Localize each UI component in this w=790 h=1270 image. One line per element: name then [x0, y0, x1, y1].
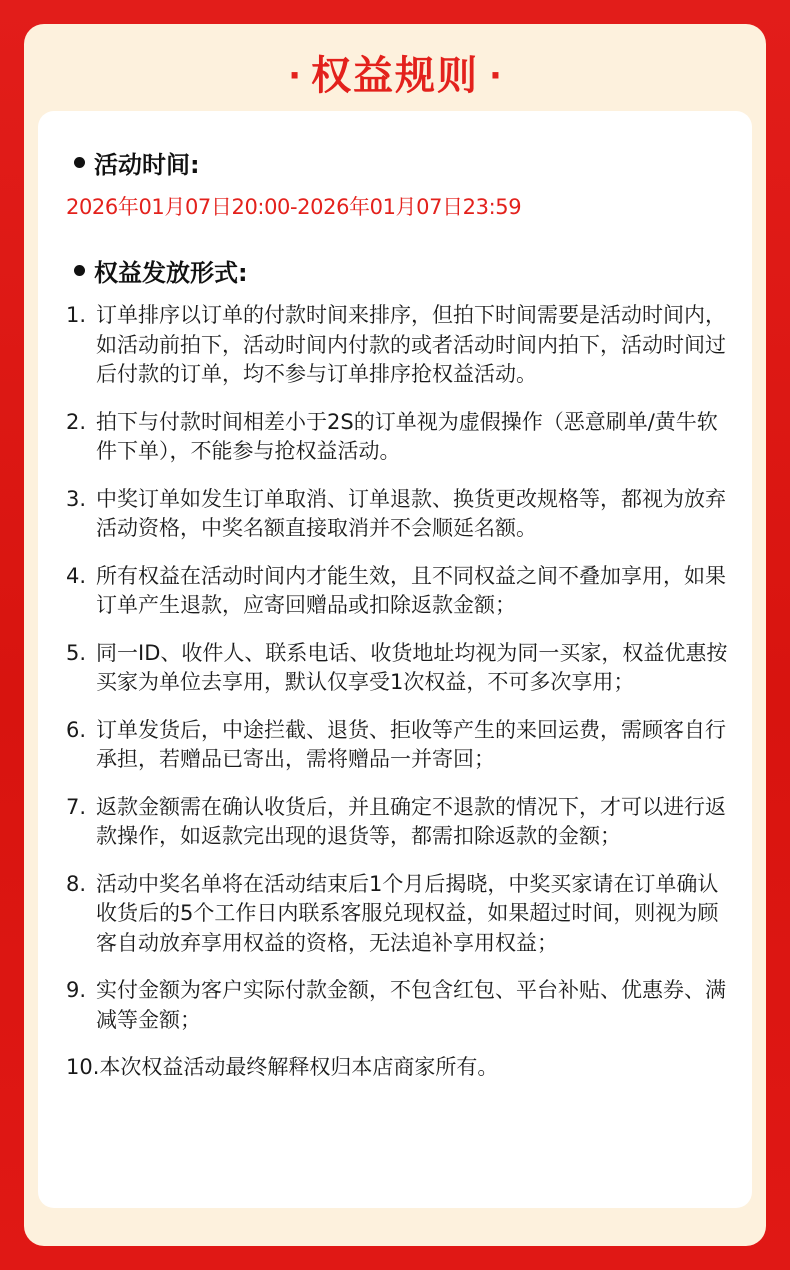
rule-text: 所有权益在活动时间内才能生效，且不同权益之间不叠加享用，如果订单产生退款，应寄回赠品或扣除返款金额； — [96, 563, 726, 617]
section-spacer — [66, 223, 728, 251]
distribution-heading-text: 权益发放形式: — [94, 258, 248, 287]
rule-number: 9. — [66, 978, 87, 1002]
rule-number: 8. — [66, 871, 87, 896]
rule-item — [66, 716, 728, 775]
rule-number: 2. — [66, 409, 87, 434]
rule-item — [66, 301, 728, 390]
rule-number: 10. — [66, 1055, 100, 1079]
rule-item — [66, 485, 728, 544]
rule-item — [66, 408, 728, 467]
activity-time-heading-text: 活动时间: — [94, 150, 200, 179]
distribution-heading — [66, 251, 728, 289]
bullet-icon — [74, 157, 85, 168]
rule-item — [66, 976, 728, 1035]
rule-text: 返款金额需在确认收货后，并且确定不退款的情况下，才可以进行返款操作，如返款完出现的退货等，都需扣除返款的金额； — [96, 794, 726, 848]
bullet-icon — [74, 265, 85, 276]
rule-item — [66, 639, 728, 698]
rule-text: 订单发货后，中途拦截、退货、拒收等产生的来回运费，需顾客自行承担，若赠品已寄出，需将赠品一并寄回； — [96, 717, 726, 771]
rule-text: 活动中奖名单将在活动结束后1个月后揭晓，中奖买家请在订单确认收货后的5个工作日内联系客服兑现权益，如果超过时间，则视为顾客自动放弃享用权益的资格，无法追补享用权益； — [96, 871, 719, 955]
rule-item — [66, 1053, 728, 1083]
page-title — [24, 46, 766, 106]
rule-item — [66, 870, 728, 959]
rule-text: 订单排序以订单的付款时间来排序，但拍下时间需要是活动时间内，如活动前拍下，活动时间内付款的或者活动时间内拍下，活动时间过后付款的订单，均不参与订单排序抢权益活动。 — [96, 303, 726, 386]
rules-panel — [24, 24, 766, 1246]
title-dot-right: · — [489, 56, 502, 96]
rule-text: 中奖订单如发生订单取消、订单退款、换货更改规格等，都视为放弃活动资格，中奖名额直接取消并不会顺延名额。 — [96, 486, 726, 540]
activity-time-heading — [66, 143, 728, 181]
title-text: 权益规则 — [311, 53, 479, 99]
rule-item — [66, 562, 728, 621]
rule-text: 实付金额为客户实际付款金额，不包含红包、平台补贴、优惠券、满减等金额； — [96, 978, 726, 1032]
rule-text: 本次权益活动最终解释权归本店商家所有。 — [99, 1055, 499, 1079]
rule-item — [66, 793, 728, 852]
rule-number: 6. — [66, 717, 87, 742]
rule-text: 拍下与付款时间相差小于2S的订单视为虚假操作（恶意刷单/黄牛软件下单），不能参与抢权益活动。 — [96, 409, 718, 463]
rule-number: 5. — [66, 640, 87, 665]
rule-number: 4. — [66, 563, 87, 588]
rule-number: 7. — [66, 794, 87, 819]
rule-number: 3. — [66, 486, 87, 511]
activity-time-range: 2026年01月07日20:00-2026年01月07日23:59 — [66, 195, 522, 219]
rules-list — [66, 301, 728, 1083]
rules-card — [38, 111, 752, 1208]
rule-text: 同一ID、收件人、联系电话、收货地址均视为同一买家，权益优惠按买家为单位去享用，默认仅享受1次权益，不可多次享用； — [96, 640, 728, 694]
title-dot-left: · — [288, 56, 301, 96]
rule-number: 1. — [66, 303, 87, 327]
